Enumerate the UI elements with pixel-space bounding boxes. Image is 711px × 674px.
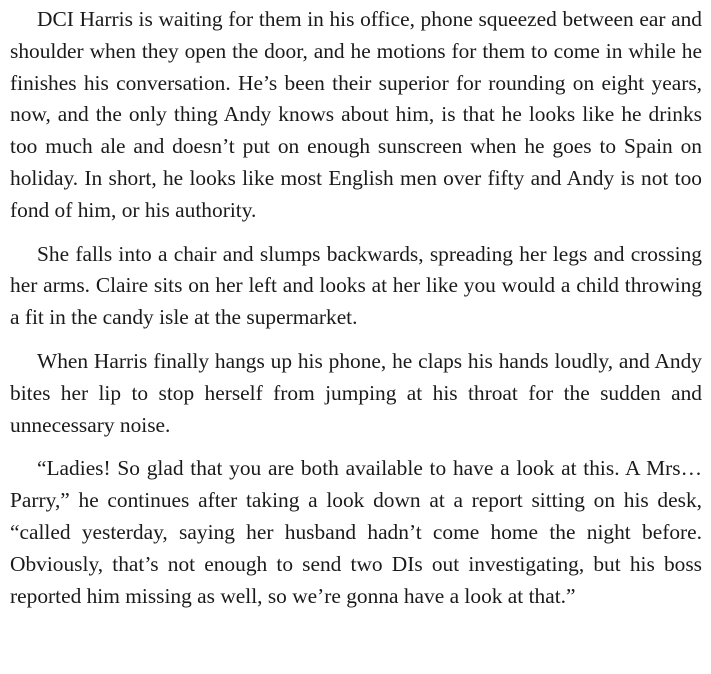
paragraph-2: She falls into a chair and slumps backwards, spreading her legs and crossing her arms. Claire sits on her left and looks at her like you would a child throwing a fit in the candy isle at the supermarket.	[10, 241, 702, 330]
paragraph-4: “Ladies! So glad that you are both available to have a look at this. A Mrs… Parry,” he continues after taking a look down at a report sitting on his desk, “called yesterday, saying her husband hadn’t come home the night before. Obviously, that’s not enough to send two DIs out investigating, but his boss reported him missing as well, so we’re gonna have a look at that.”	[10, 456, 702, 608]
document-page	[10, 0, 702, 612]
paragraph-3: When Harris finally hangs up his phone, he claps his hands loudly, and Andy bites her lip to stop herself from jumping at his throat for the sudden and unnecessary noise.	[10, 348, 702, 437]
paragraph-1: DCI Harris is waiting for them in his office, phone squeezed between ear and shoulder when they open the door, and he motions for them to come in while he finishes his conversation. He’s been their superior for rounding on eight years, now, and the only thing Andy knows about him, is that he looks like he drinks too much ale and doesn’t put on enough sunscreen when he goes to Spain on holiday. In short, he looks like most English men over fifty and Andy is not too fond of him, or his authority.	[10, 7, 702, 222]
